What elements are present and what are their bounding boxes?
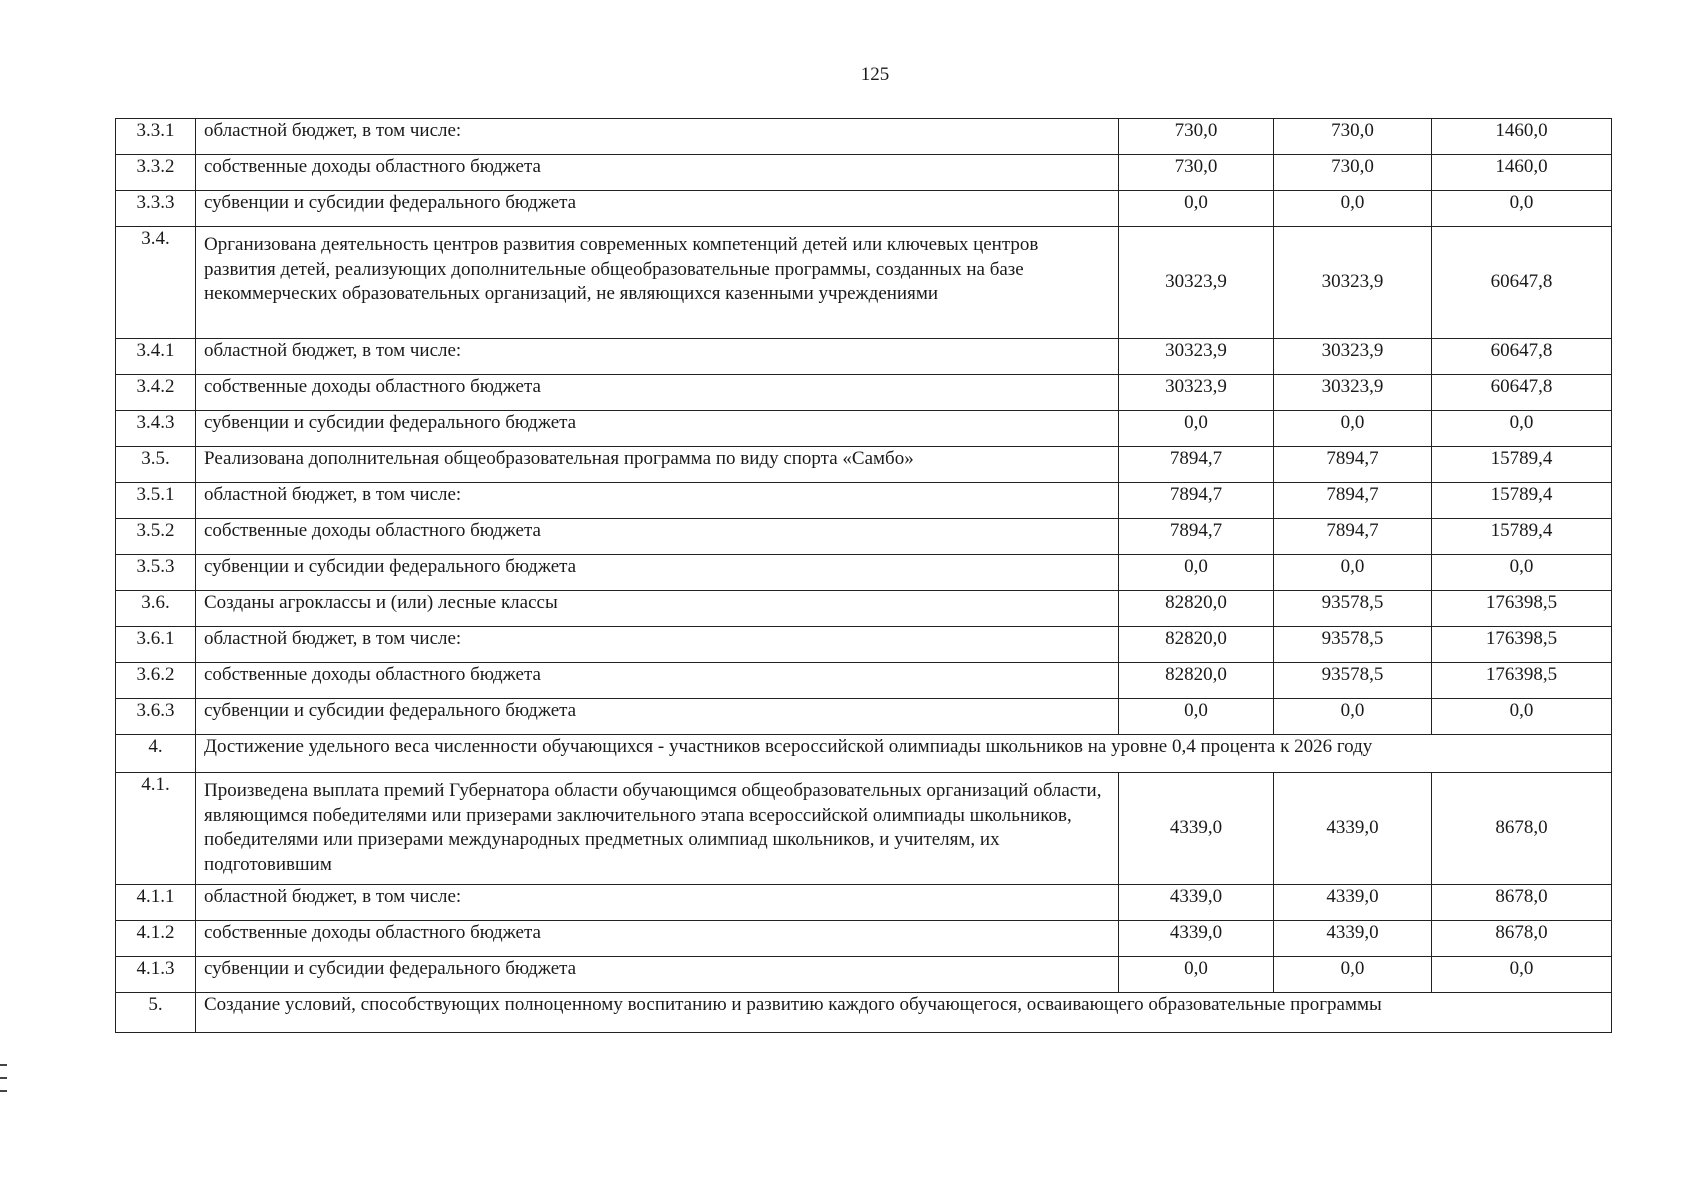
table-row: [116, 519, 1612, 555]
row-code: 5.: [116, 993, 196, 1033]
value-1: 7894,7: [1119, 447, 1274, 483]
value-2: 7894,7: [1274, 519, 1432, 555]
budget-table: [115, 118, 1612, 1033]
row-code: 3.4.3: [116, 411, 196, 447]
value-1: 82820,0: [1119, 627, 1274, 663]
row-name: субвенции и субсидии федерального бюджета: [196, 191, 1119, 227]
value-1: 82820,0: [1119, 663, 1274, 699]
row-name: областной бюджет, в том числе:: [196, 339, 1119, 375]
row-code: 3.3.2: [116, 155, 196, 191]
value-3: 0,0: [1432, 411, 1612, 447]
table-row: [116, 483, 1612, 519]
row-name: субвенции и субсидии федерального бюджета: [196, 411, 1119, 447]
row-code: 3.5.3: [116, 555, 196, 591]
value-3: 60647,8: [1432, 339, 1612, 375]
value-3: 8678,0: [1432, 921, 1612, 957]
value-2: 30323,9: [1274, 375, 1432, 411]
row-code: 3.4.1: [116, 339, 196, 375]
table-row: [116, 627, 1612, 663]
value-2: 93578,5: [1274, 591, 1432, 627]
table-row: [116, 555, 1612, 591]
value-2: 0,0: [1274, 957, 1432, 993]
section-title: Достижение удельного веса численности обучающихся - участников всероссийской олимпиады школьников на уровне 0,4 процента к 2026 году: [196, 735, 1612, 773]
table-row: [116, 447, 1612, 483]
row-code: 3.3.3: [116, 191, 196, 227]
row-name: собственные доходы областного бюджета: [196, 663, 1119, 699]
row-name: областной бюджет, в том числе:: [196, 885, 1119, 921]
table-row: [116, 773, 1612, 885]
value-3: 60647,8: [1432, 227, 1612, 339]
value-1: 4339,0: [1119, 773, 1274, 885]
row-code: 3.3.1: [116, 119, 196, 155]
value-1: 30323,9: [1119, 227, 1274, 339]
table-row: [116, 993, 1612, 1033]
table-row: [116, 191, 1612, 227]
row-name: субвенции и субсидии федерального бюджета: [196, 957, 1119, 993]
row-name: Организована деятельность центров развития современных компетенций детей или ключевых центров развития детей, реализующих дополнительные общеобразовательные программы, созданных на базе некоммерческих образовательных организаций, не являющихся казенными учреждениями: [196, 227, 1119, 339]
row-name: Реализована дополнительная общеобразовательная программа по виду спорта «Самбо»: [196, 447, 1119, 483]
value-1: 4339,0: [1119, 885, 1274, 921]
row-code: 3.4.: [116, 227, 196, 339]
table-row: [116, 155, 1612, 191]
row-code: 3.6.3: [116, 699, 196, 735]
table-row: [116, 375, 1612, 411]
row-name: областной бюджет, в том числе:: [196, 483, 1119, 519]
section-title: Создание условий, способствующих полноценному воспитанию и развитию каждого обучающегося, осваивающего образовательные программы: [196, 993, 1612, 1033]
table-row: [116, 339, 1612, 375]
row-name: собственные доходы областного бюджета: [196, 519, 1119, 555]
value-1: 730,0: [1119, 155, 1274, 191]
value-3: 0,0: [1432, 191, 1612, 227]
value-1: 0,0: [1119, 191, 1274, 227]
row-code: 3.4.2: [116, 375, 196, 411]
value-2: 0,0: [1274, 191, 1432, 227]
value-2: 730,0: [1274, 119, 1432, 155]
table-row: [116, 699, 1612, 735]
value-3: 1460,0: [1432, 155, 1612, 191]
margin-mark: [0, 1090, 7, 1092]
table-row: [116, 227, 1612, 339]
row-code: 4.1.: [116, 773, 196, 885]
value-2: 7894,7: [1274, 483, 1432, 519]
table-row: [116, 885, 1612, 921]
value-2: 4339,0: [1274, 921, 1432, 957]
value-2: 4339,0: [1274, 773, 1432, 885]
value-1: 0,0: [1119, 555, 1274, 591]
row-name: собственные доходы областного бюджета: [196, 375, 1119, 411]
row-name: субвенции и субсидии федерального бюджета: [196, 555, 1119, 591]
value-3: 0,0: [1432, 555, 1612, 591]
row-code: 3.6.2: [116, 663, 196, 699]
value-1: 7894,7: [1119, 519, 1274, 555]
page-number: 125: [860, 64, 890, 85]
row-name: субвенции и субсидии федерального бюджета: [196, 699, 1119, 735]
value-2: 7894,7: [1274, 447, 1432, 483]
value-3: 8678,0: [1432, 773, 1612, 885]
value-3: 15789,4: [1432, 447, 1612, 483]
value-2: 4339,0: [1274, 885, 1432, 921]
value-3: 1460,0: [1432, 119, 1612, 155]
row-name: собственные доходы областного бюджета: [196, 921, 1119, 957]
value-2: 0,0: [1274, 411, 1432, 447]
row-code: 4.1.1: [116, 885, 196, 921]
row-code: 4.1.3: [116, 957, 196, 993]
table-row: [116, 735, 1612, 773]
value-1: 30323,9: [1119, 339, 1274, 375]
value-3: 8678,0: [1432, 885, 1612, 921]
value-2: 30323,9: [1274, 227, 1432, 339]
table-row: [116, 921, 1612, 957]
table-row: [116, 411, 1612, 447]
value-3: 176398,5: [1432, 663, 1612, 699]
row-name: Созданы агроклассы и (или) лесные классы: [196, 591, 1119, 627]
row-name: областной бюджет, в том числе:: [196, 627, 1119, 663]
table-row: [116, 957, 1612, 993]
value-1: 82820,0: [1119, 591, 1274, 627]
value-1: 4339,0: [1119, 921, 1274, 957]
table-row: [116, 591, 1612, 627]
margin-mark: [0, 1064, 7, 1066]
value-2: 30323,9: [1274, 339, 1432, 375]
row-code: 4.1.2: [116, 921, 196, 957]
value-1: 730,0: [1119, 119, 1274, 155]
value-3: 15789,4: [1432, 483, 1612, 519]
row-code: 3.6.: [116, 591, 196, 627]
value-2: 93578,5: [1274, 663, 1432, 699]
row-code: 3.5.: [116, 447, 196, 483]
margin-mark: [0, 1077, 7, 1079]
value-1: 0,0: [1119, 957, 1274, 993]
value-1: 0,0: [1119, 411, 1274, 447]
value-3: 0,0: [1432, 699, 1612, 735]
table-row: [116, 663, 1612, 699]
value-2: 0,0: [1274, 699, 1432, 735]
row-code: 3.5.2: [116, 519, 196, 555]
value-1: 0,0: [1119, 699, 1274, 735]
row-code: 3.5.1: [116, 483, 196, 519]
value-3: 176398,5: [1432, 627, 1612, 663]
value-1: 7894,7: [1119, 483, 1274, 519]
row-code: 4.: [116, 735, 196, 773]
row-name: собственные доходы областного бюджета: [196, 155, 1119, 191]
row-code: 3.6.1: [116, 627, 196, 663]
value-3: 60647,8: [1432, 375, 1612, 411]
value-2: 0,0: [1274, 555, 1432, 591]
row-name: Произведена выплата премий Губернатора области обучающимся общеобразовательных организаций области, являющимся победителями или призерами заключительного этапа всероссийской олимпиады школьников, победителями или призерами международных предметных олимпиад школьников, и учителям, их подготовившим: [196, 773, 1119, 885]
value-2: 730,0: [1274, 155, 1432, 191]
value-3: 0,0: [1432, 957, 1612, 993]
value-3: 176398,5: [1432, 591, 1612, 627]
value-3: 15789,4: [1432, 519, 1612, 555]
value-2: 93578,5: [1274, 627, 1432, 663]
table-row: [116, 119, 1612, 155]
value-1: 30323,9: [1119, 375, 1274, 411]
row-name: областной бюджет, в том числе:: [196, 119, 1119, 155]
